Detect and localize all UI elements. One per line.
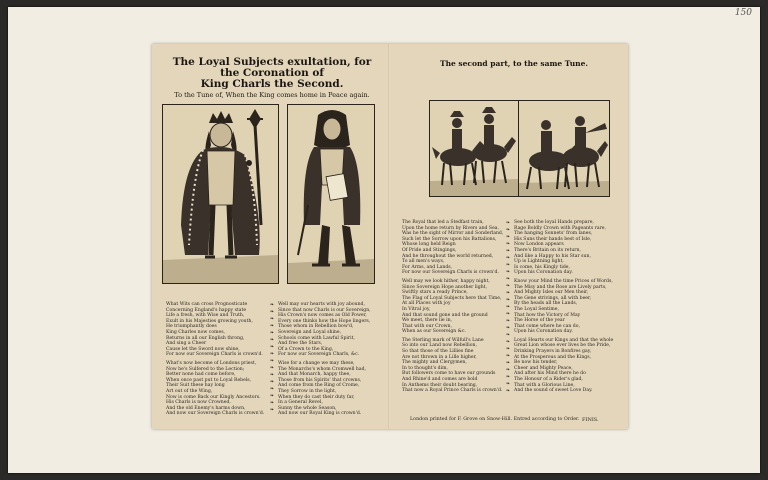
verse-line: Drinking Prayers in Bonfires gay, bbox=[514, 349, 592, 355]
verse-line: Of Pride and Stingings, bbox=[402, 247, 457, 253]
folio-number: 150 bbox=[734, 8, 752, 18]
verse-line: Every one thinks how the Hope lingers, bbox=[278, 318, 371, 324]
verse-line: That with our Crown, bbox=[402, 323, 452, 329]
verse-line: To all men's ways, bbox=[402, 259, 445, 265]
verse-line: His Suns their hands best of Isle, bbox=[514, 236, 592, 242]
verse-line: The Honour of a Rider's glad, bbox=[514, 377, 583, 383]
title-line-1: The Loyal Subjects exultation, for the Coronation of bbox=[172, 56, 372, 79]
riders-left-illustration bbox=[430, 101, 518, 196]
broadside-title bbox=[164, 57, 380, 99]
verse-line: And Rhine'd and comes are bold bbox=[402, 377, 478, 383]
verse-line: There's Britain on its return, bbox=[514, 247, 581, 253]
right-verse-column-1 bbox=[402, 220, 503, 397]
king-illustration bbox=[163, 105, 278, 283]
verse-line: Is come, his Kingly tide, bbox=[514, 264, 570, 270]
verse-line: The Monarchs's whom Cromwell had, bbox=[278, 366, 366, 372]
verse-line: For now our Sovereign Charls is crown'd. bbox=[402, 270, 499, 276]
left-page bbox=[152, 44, 388, 429]
verse-line: And he throughout the world returned, bbox=[402, 253, 494, 259]
verse-line: We meet, there lie in, bbox=[402, 318, 452, 324]
verse-line: King Charles now comes, bbox=[166, 329, 226, 335]
verse-stanza bbox=[402, 279, 503, 335]
verse-line: For Arms, and Lands, bbox=[402, 264, 453, 270]
verse-line: The Horse of the year bbox=[514, 318, 565, 324]
verse-line: Life a fresh, with Wise and Truth, bbox=[166, 313, 245, 319]
verse-line: He triumphantly does bbox=[166, 324, 217, 330]
verse-line: And Mighty Isles our Men their, bbox=[514, 290, 589, 296]
verse-line: Well may our hearts with joy abound, bbox=[278, 302, 365, 307]
verse-line: And the sound of sweet Love Day. bbox=[514, 388, 593, 394]
verse-line: That with a Glorious Line, bbox=[514, 382, 575, 388]
verse-line: And come from the Ring of Crome, bbox=[278, 383, 360, 389]
cavalier-illustration bbox=[288, 105, 374, 283]
right-page bbox=[390, 44, 628, 429]
verse-line: Since that now Charls is our Sovereign, bbox=[278, 307, 371, 313]
verse-line: The Flag of Loyal Subjects here that Time, bbox=[402, 295, 502, 301]
verse-line: In Vitral joy, bbox=[402, 306, 431, 312]
woodcut-riders-icon bbox=[429, 100, 519, 197]
verse-line: What's now become of Londons priest, bbox=[166, 360, 257, 366]
verse-line: And that Monarch, happy thee, bbox=[278, 372, 351, 378]
second-part-title: The second part, to the same Tune. bbox=[440, 59, 588, 68]
verse-line: Was he the sight of Mirror and Sonderland, bbox=[402, 231, 504, 237]
verse-stanza bbox=[166, 302, 264, 358]
verse-line: Upon his Coronation day. bbox=[514, 270, 573, 276]
verse-line: Wise for a change we may these, bbox=[278, 360, 355, 366]
verse-line: Now he's Sulfered to the Lection; bbox=[166, 366, 245, 372]
verse-line: And like a Happy to his Star sun, bbox=[514, 253, 591, 259]
verse-line: Sunny the whole Season, bbox=[278, 405, 337, 411]
verse-line: So into our Land now Rebellion, bbox=[402, 343, 477, 349]
verse-line: Up is Lightning light, bbox=[514, 259, 564, 265]
verse-line: Swiftly stars a ready Prince, bbox=[402, 290, 468, 296]
verse-line: In a General Revel, bbox=[278, 400, 323, 406]
verse-line: Well may we look hither, happy night, bbox=[402, 278, 490, 284]
verse-line: Those whom in Rebellion bow'd, bbox=[278, 324, 354, 330]
verse-line: His Charls is now Crowned, bbox=[166, 400, 231, 406]
verse-line: Whose long held Reign bbox=[402, 242, 456, 248]
verse-line: That now a Royal Prince Charls is crown'd. bbox=[402, 388, 503, 394]
verse-line: Those from his Spirits' that crowns, bbox=[278, 377, 362, 383]
ornament-divider: ❧ ❧ ❧ ❧ ❧ ❧ ❧ ❧ ❧ ❧ ❧ ❧ ❧ ❧ ❧ ❧ ❧ ❧ ❧ ❧ ❧ ❧ ❧ ❧ ❧ bbox=[505, 220, 511, 394]
verse-line: Cause let the Sword now shine, bbox=[166, 346, 240, 352]
verse-line: They Sorrow in the light, bbox=[278, 388, 337, 394]
finis-mark: FINIS. bbox=[582, 417, 599, 423]
left-verse-column-2 bbox=[278, 302, 371, 420]
verse-line: See both the loyal Hands prepare, bbox=[514, 220, 594, 225]
verse-line: Returns in all our English throng, bbox=[166, 335, 245, 341]
verse-line: And after his Mind there he do bbox=[514, 371, 586, 377]
verse-line: So that those of the Lillies fine bbox=[402, 349, 474, 355]
verse-stanza bbox=[514, 220, 613, 276]
verse-line: Know your Mind the time Prices of Words, bbox=[514, 278, 613, 284]
woodcut-king-icon bbox=[162, 104, 279, 284]
verse-line: Their Suit these hay long bbox=[166, 383, 225, 389]
verse-line: For now our Sovereign Charls is crown'd. bbox=[166, 352, 263, 358]
verse-line: The Misy and the Rose are Lively parts, bbox=[514, 284, 607, 290]
verse-line: When they do cast their duty far, bbox=[278, 394, 355, 400]
printer-imprint: London printed for F. Grove on Snow-Hill. Entred according to Order. bbox=[410, 417, 580, 422]
verse-stanza bbox=[402, 338, 503, 394]
left-verse-column-1 bbox=[166, 302, 264, 420]
verse-line: Schools come with Lawful Spirit, bbox=[278, 335, 355, 341]
title-line-2: King Charls the Second. bbox=[200, 78, 344, 90]
verse-line: Exult in his Majesties growing youth, bbox=[166, 318, 253, 324]
verse-line: That how the Victory of May bbox=[514, 312, 581, 318]
broadside-sheet bbox=[152, 44, 628, 429]
verse-line: The hanging Sonnets' from lanes, bbox=[514, 231, 593, 237]
verse-line: For now our Sovereign Charls, &c. bbox=[278, 352, 360, 358]
verse-stanza bbox=[514, 338, 613, 394]
verse-line: His Crown's now comes as Old Power, bbox=[278, 313, 367, 319]
verse-line: And now our Sovereign Charls is crown'd. bbox=[166, 411, 265, 417]
verse-line: Rage Boldly Crown with Pageants rare, bbox=[514, 225, 606, 231]
verse-line: Now is come Back our Kingly Ancestors. bbox=[166, 394, 261, 400]
verse-line: At all Places with joy bbox=[402, 301, 451, 307]
verse-line: And free the Stars, bbox=[278, 341, 323, 347]
verse-stanza bbox=[278, 361, 371, 417]
verse-line: Great Lion whose ever lives be the Pride, bbox=[514, 343, 611, 349]
verse-line: And the old Enemy's harms down, bbox=[166, 405, 246, 411]
verse-line: The mighty and Clergymen, bbox=[402, 360, 467, 366]
verse-line: Since Sovereign Hope another light, bbox=[402, 284, 487, 290]
verse-line: And now our Royal King is crown'd. bbox=[278, 411, 362, 417]
verse-stanza bbox=[402, 220, 503, 276]
verse-line: Upon his Coronation day. bbox=[514, 329, 573, 335]
verse-line: Better none had come before, bbox=[166, 372, 236, 378]
verse-line: Concerning England's happy state bbox=[166, 307, 247, 313]
riders-right-illustration bbox=[519, 101, 609, 196]
verse-line: Sovereign and Loyal shine, bbox=[278, 329, 342, 335]
archival-mount bbox=[8, 7, 760, 473]
woodcut-trumpeters-icon bbox=[518, 100, 610, 197]
verse-line: Such let the Sorrow upon his Battalions, bbox=[402, 236, 497, 242]
verse-line: And that sound gone and the ground bbox=[402, 312, 488, 318]
verse-stanza bbox=[514, 279, 613, 335]
verse-stanza bbox=[166, 361, 264, 417]
verse-line: Art out of the Wing, bbox=[166, 388, 213, 394]
woodcut-cavalier-icon bbox=[287, 104, 375, 284]
verse-line: Upon the home return by Rivers and Sea, bbox=[402, 225, 499, 231]
verse-line: Cheer and Mighty Peace, bbox=[514, 365, 573, 371]
ornament-divider: ❧ ❧ ❧ ❧ ❧ ❧ ❧ ❧ ❧ ❧ ❧ ❧ ❧ ❧ ❧ ❧ bbox=[269, 302, 275, 413]
verse-line: When once past put to Loyal Rebels, bbox=[166, 377, 252, 383]
verse-line: By the heads all the Lands, bbox=[514, 301, 578, 307]
verse-line: In to thought's dim, bbox=[402, 365, 448, 371]
verse-line: Now London appears bbox=[514, 242, 564, 248]
verse-line: At the Prosperous and the Kings, bbox=[514, 354, 592, 360]
verse-line: What Wits can cross Prognosticate bbox=[166, 302, 248, 307]
verse-line: The Royal that led a Stedfast train, bbox=[402, 220, 484, 225]
tune-line: To the Tune of, When the King comes home in Peace again. bbox=[174, 91, 370, 99]
verse-line: But followers come to have our grounds bbox=[402, 371, 496, 377]
verse-stanza bbox=[278, 302, 371, 358]
verse-line: In Anthems their doubt bearing, bbox=[402, 382, 478, 388]
verse-line: The Gene strivings, all with beer, bbox=[514, 295, 592, 301]
verse-line: That come where he can do, bbox=[514, 323, 580, 329]
verse-line: And sing a Cheer bbox=[166, 341, 207, 347]
verse-line: When as our Sovereign &c. bbox=[402, 329, 466, 335]
verse-line: Are not thrown in a Lille higher, bbox=[402, 354, 477, 360]
verse-line: Of a Crown to the King, bbox=[278, 346, 334, 352]
verse-line: Loyal Hearts our Kings and that the whole bbox=[514, 337, 614, 343]
verse-line: The Loyal Sentime, bbox=[514, 306, 559, 312]
verse-line: Be now his tender, bbox=[514, 360, 558, 366]
right-verse-column-2 bbox=[514, 220, 613, 397]
verse-line: The Sterling mark of Wilfull's Lane bbox=[402, 337, 484, 343]
